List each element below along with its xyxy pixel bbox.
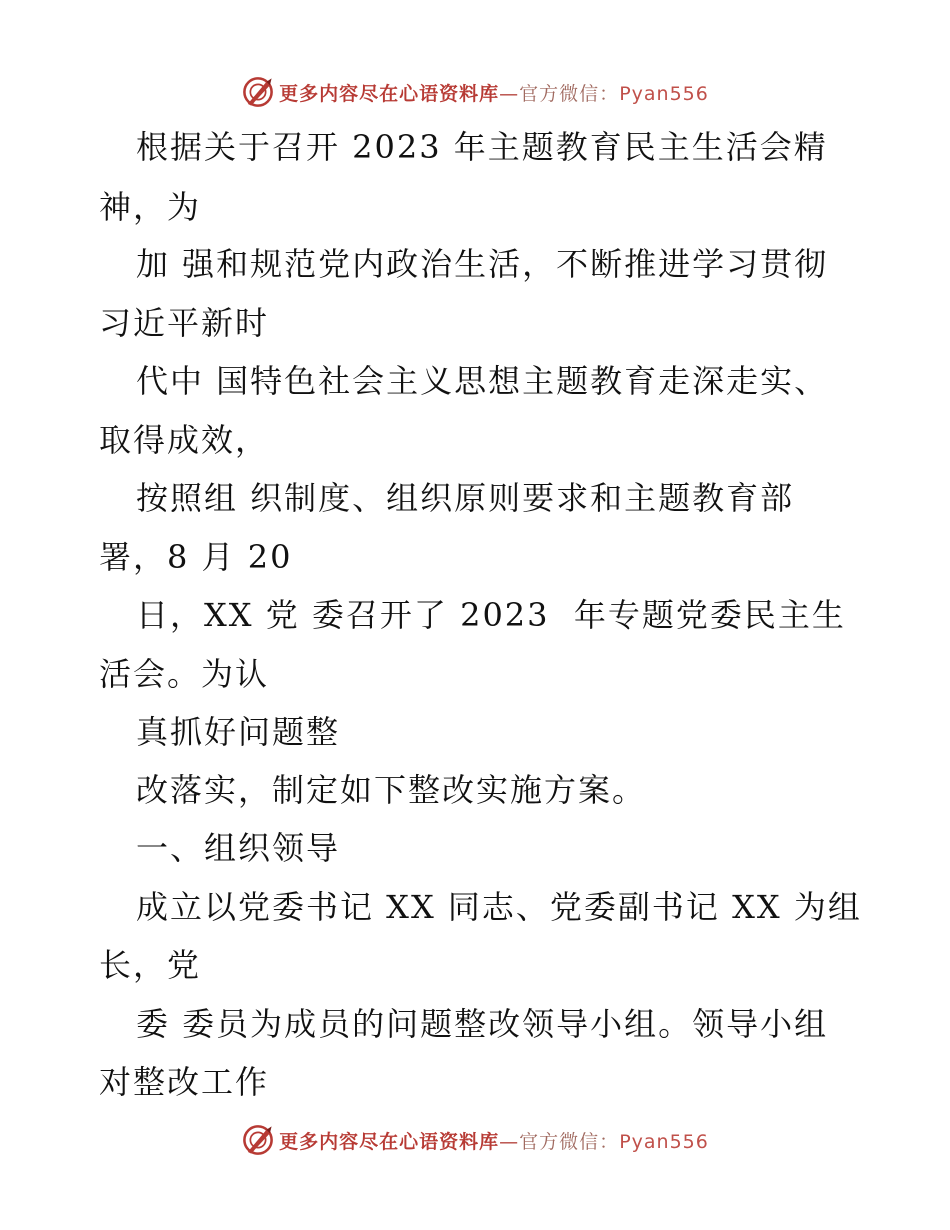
paragraph-line: 长，党 [99, 946, 202, 984]
paragraph-line: 署，8 月 20 [99, 538, 293, 576]
paragraph-line: 成立以党委书记 XX 同志、党委副书记 XX 为组 [136, 888, 862, 926]
paragraph-line: 加 强和规范党内政治生活，不断推进学习贯彻 [136, 245, 829, 283]
paragraph-line: 对整改工作 [99, 1063, 270, 1101]
banner-text [279, 1127, 709, 1154]
paragraph-line: 根据关于召开 2023 年主题教育民主生活会精 [136, 128, 828, 166]
banner-account: Pyan556 [619, 82, 709, 105]
paragraph-line: 代中 国特色社会主义思想主题教育走深走实、 [136, 362, 829, 400]
banner-text [279, 79, 709, 106]
paragraph-line: 神，为 [99, 188, 202, 226]
paragraph-line: 活会。为认 [99, 655, 270, 693]
paragraph-line: 日，XX 党 委召开了 2023 年专题党委民主生 [136, 596, 846, 634]
paragraph-line: 习近平新时 [99, 304, 270, 342]
paragraph-line: 改落实，制定如下整改实施方案。 [136, 771, 647, 809]
paragraph-line: 取得成效， [99, 421, 270, 459]
header-banner [0, 72, 950, 112]
paragraph-line: 委 委员为成员的问题整改领导小组。领导小组 [136, 1005, 829, 1043]
banner-brand: 更多内容尽在心语资料库 [279, 1130, 500, 1153]
banner-brand: 更多内容尽在心语资料库 [279, 82, 500, 105]
paragraph-line: 真抓好问题整 [136, 713, 341, 751]
banner-label: 官方微信： [519, 82, 620, 105]
banner-dash: — [499, 82, 520, 105]
pen-logo-icon [241, 1123, 275, 1157]
paragraph-line: 按照组 织制度、组织原则要求和主题教育部 [136, 479, 795, 517]
section-heading: 一、组织领导 [136, 829, 341, 867]
banner-label: 官方微信： [519, 1130, 620, 1153]
banner-account: Pyan556 [619, 1130, 709, 1153]
pen-logo-icon [241, 75, 275, 109]
footer-banner [0, 1120, 950, 1160]
banner-dash: — [499, 1130, 520, 1153]
